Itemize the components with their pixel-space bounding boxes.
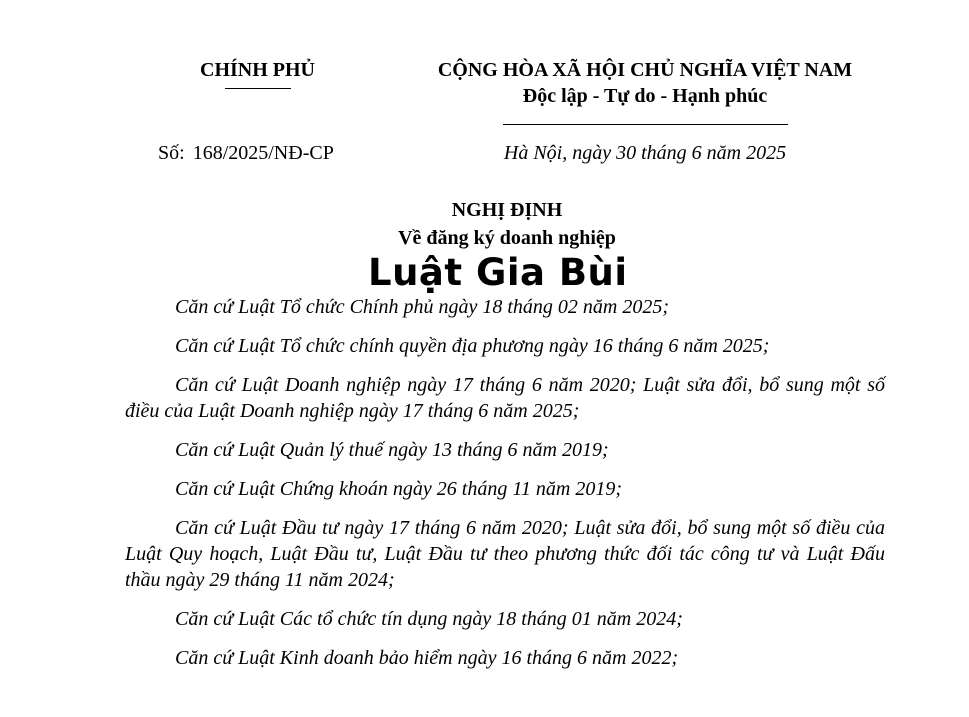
- document-type: NGHỊ ĐỊNH: [451, 199, 563, 221]
- national-title: CỘNG HÒA XÃ HỘI CHỦ NGHĨA VIỆT NAM: [437, 59, 853, 81]
- national-heading-block: [395, 57, 895, 125]
- preamble-paragraph: Căn cứ Luật Tổ chức chính quyền địa phương ngày 16 tháng 6 năm 2025;: [175, 335, 770, 357]
- issuing-agency: CHÍNH PHỦ: [200, 59, 315, 81]
- national-motto: Độc lập - Tự do - Hạnh phúc: [522, 85, 768, 107]
- place-and-date: Hà Nội, ngày 30 tháng 6 năm 2025: [503, 142, 787, 164]
- preamble-paragraph: Căn cứ Luật Tổ chức Chính phủ ngày 18 tháng 02 năm 2025;: [175, 296, 670, 318]
- motto-underline: [503, 124, 788, 125]
- preamble-paragraph: Căn cứ Luật Các tổ chức tín dụng ngày 18 tháng 01 năm 2024;: [175, 608, 683, 630]
- document-number-label: Số:: [158, 142, 185, 164]
- agency-underline: [225, 88, 291, 89]
- watermark-text: Luật Gia Bùi: [368, 251, 628, 294]
- preamble-paragraph: Căn cứ Luật Doanh nghiệp ngày 17 tháng 6 năm 2020; Luật sửa đổi, bổ sung một số điều của Luật Doanh nghiệp ngày 17 tháng 6 năm 2025;: [125, 374, 885, 422]
- document-number-value: 168/2025/NĐ-CP: [192, 142, 334, 164]
- preamble: [125, 294, 885, 684]
- agency-block: [150, 57, 365, 89]
- preamble-paragraph: Căn cứ Luật Đầu tư ngày 17 tháng 6 năm 2020; Luật sửa đổi, bổ sung một số điều của Luật Quy hoạch, Luật Đầu tư, Luật Đầu tư theo phương thức đối tác công tư và Luật Đấu thầu ngày 29 tháng 11 năm 2024;: [125, 517, 885, 591]
- document-number: [158, 140, 334, 166]
- preamble-paragraph: Căn cứ Luật Kinh doanh bảo hiểm ngày 16 tháng 6 năm 2022;: [175, 647, 679, 669]
- document-subject: Về đăng ký doanh nghiệp: [398, 227, 616, 249]
- preamble-paragraph: Căn cứ Luật Chứng khoán ngày 26 tháng 11 năm 2019;: [175, 478, 622, 500]
- preamble-paragraph: Căn cứ Luật Quản lý thuế ngày 13 tháng 6 năm 2019;: [175, 439, 609, 461]
